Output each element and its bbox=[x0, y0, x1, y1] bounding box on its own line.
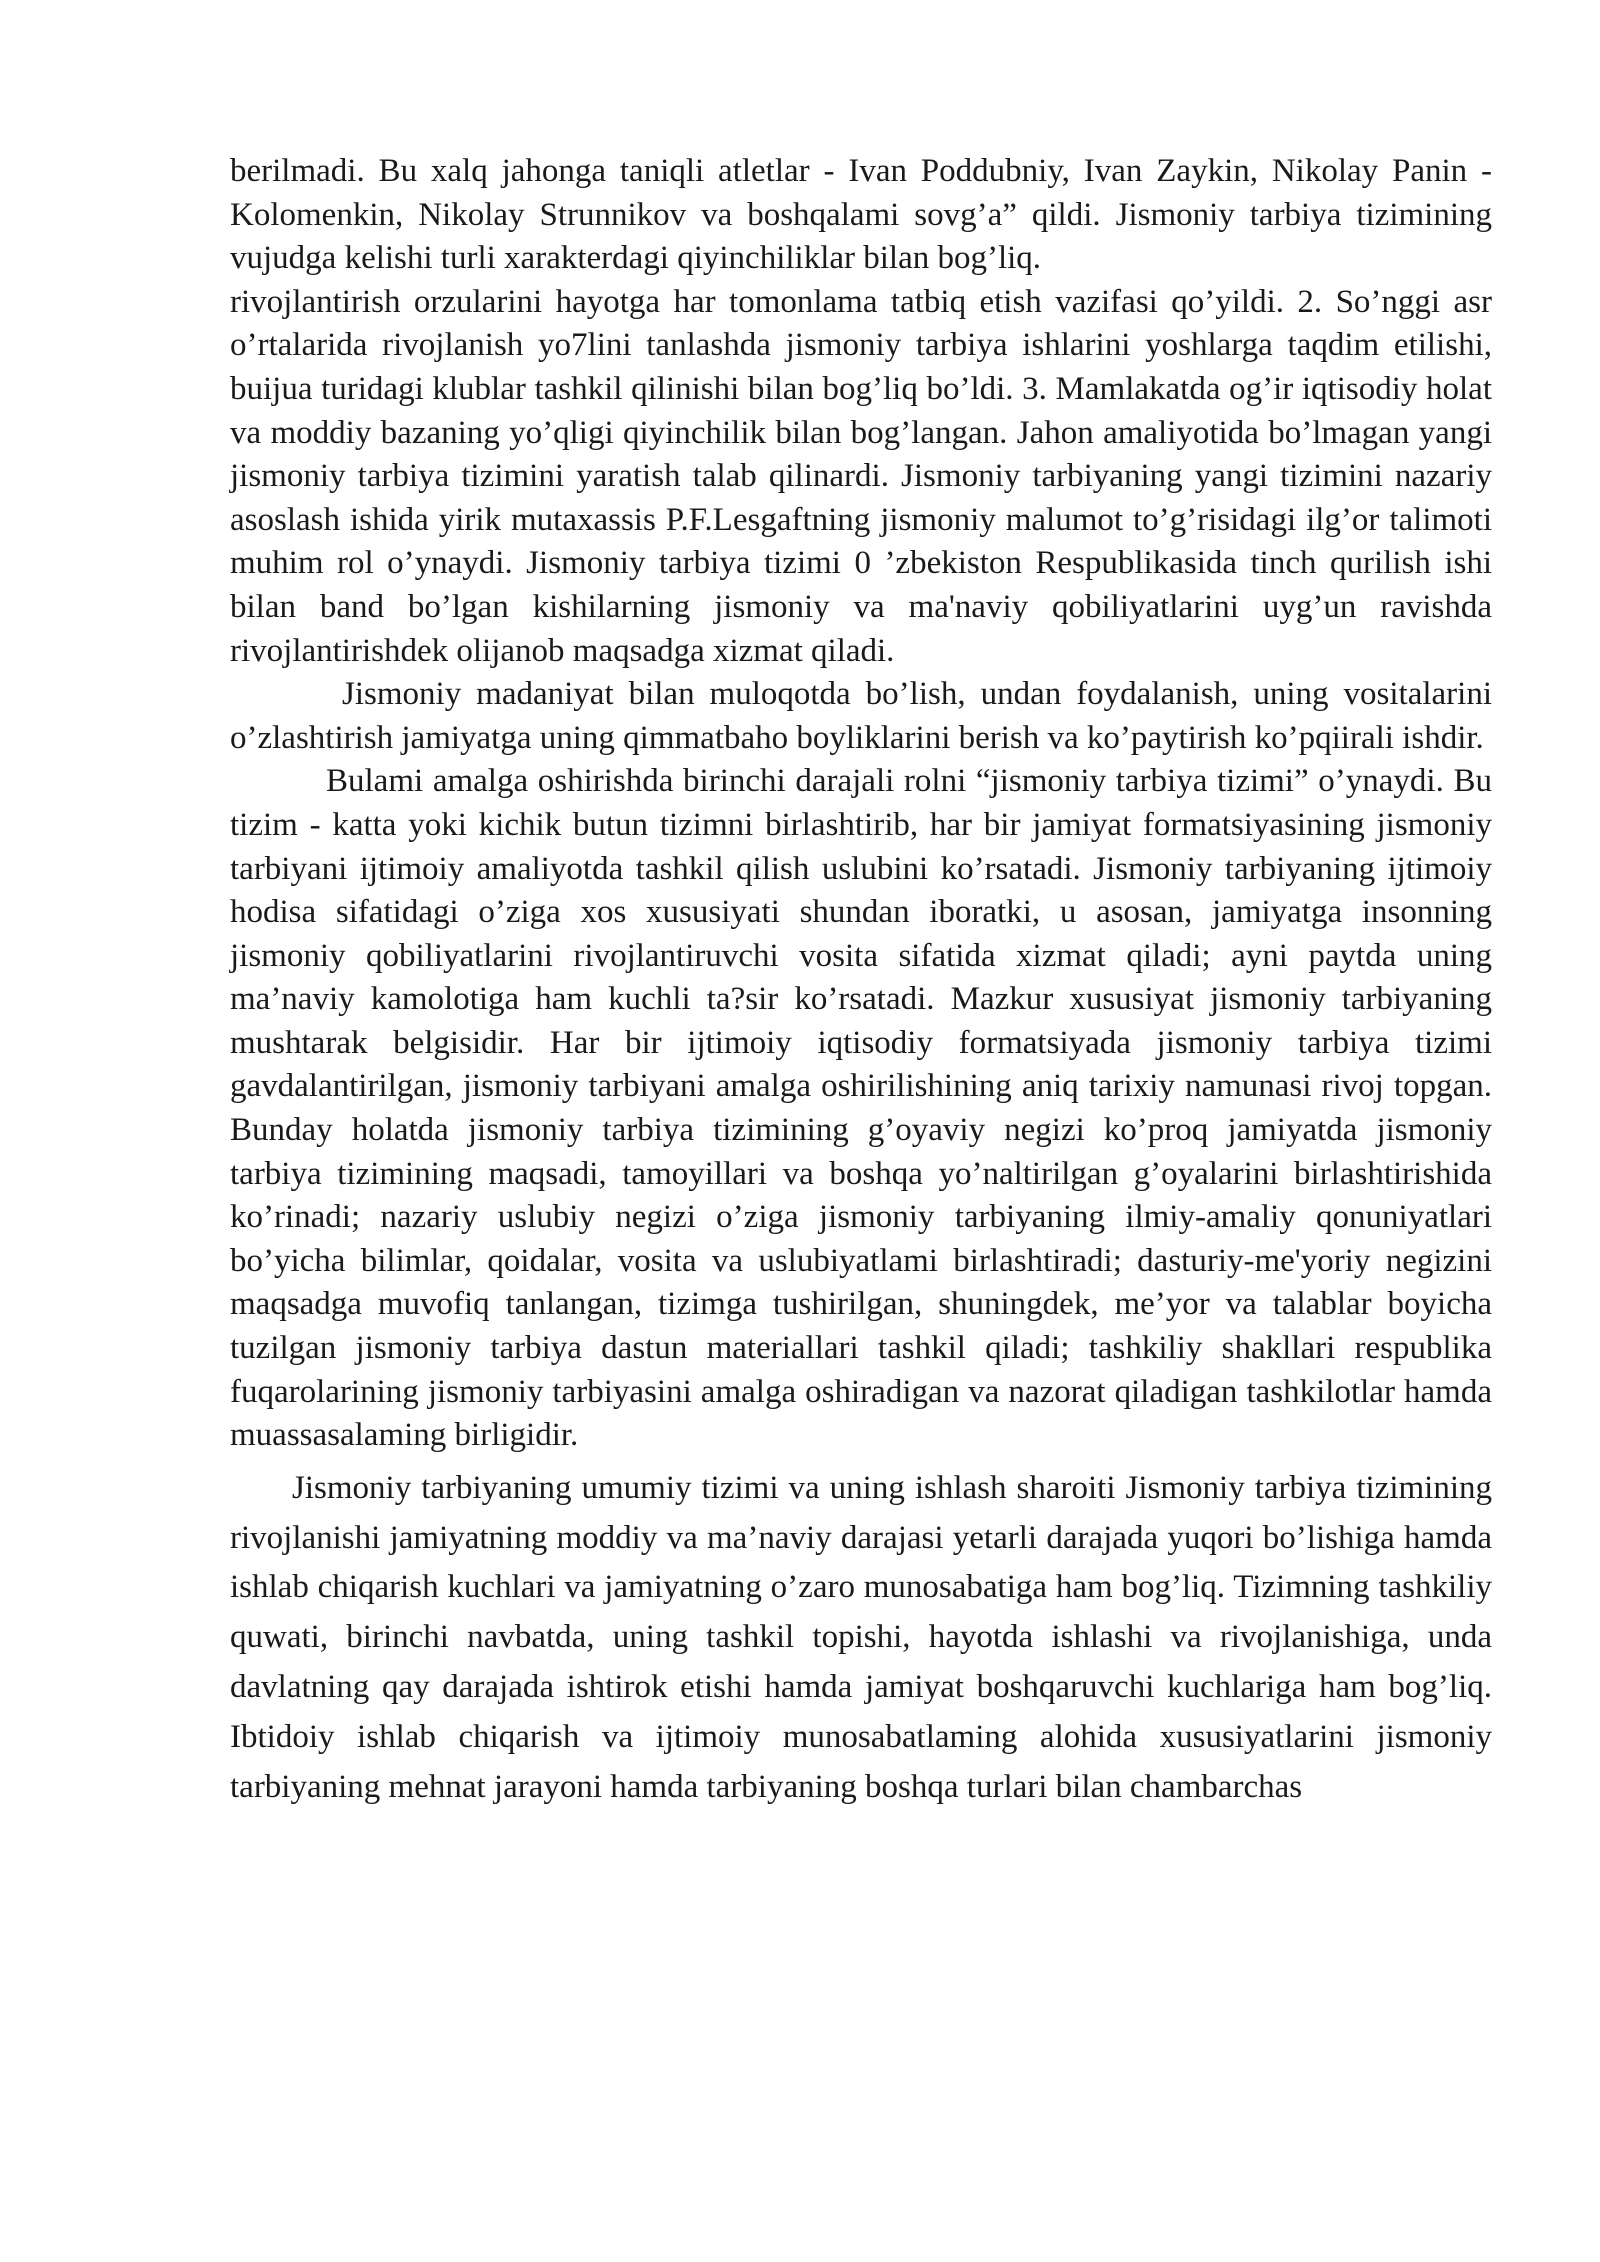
paragraph-2: rivojlantirish orzularini hayotga har tomonlama tatbiq etish vazifasi qo’yildi. 2. So’nggi asr o’rtalarida rivojlanish yo7lini tanlashda jismoniy tarbiya ishlarini yoshlarga taqdim etilishi, buijua turidagi klublar tashkil qilinishi bilan bog’liq bo’ldi. 3. Mamlakatda og’ir iqtisodiy holat va moddiy bazaning yo’qligi qiyinchilik bilan bog’langan. Jahon amaliyotida bo’lmagan yangi jismoniy tarbiya tizimini yaratish talab qilinardi. Jismoniy tarbiyaning yangi tizimini nazariy asoslash ishida yirik mutaxassis P.F.Lesgaftning jismoniy malumot to’g’risidagi ilg’or talimoti muhim rol o’ynaydi. Jismoniy tarbiya tizimi 0 ’zbekiston Respublikasida tinch qurilish ishi bilan band bo’lgan kishilarning jismoniy va ma'naviy qobiliyatlarini uyg’un ravishda rivojlantirishdek olijanob maqsadga xizmat qiladi. bbox=[230, 283, 1492, 669]
paragraph-1: berilmadi. Bu xalq jahonga taniqli atletlar - Ivan Poddubniy, Ivan Zaykin, Nikolay Panin -Kolomenkin, Nikolay Strunnikov va boshqalami sovg’a” qildi. Jismoniy tarbiya tizimining vujudga kelishi turli xarakterdagi qiyinchiliklar bilan bog’liq. bbox=[230, 153, 1492, 277]
paragraph-3: Jismoniy madaniyat bilan muloqotda bo’lish, undan foydalanish, uning vositalarini o’zlashtirish jamiyatga uning qimmatbaho boyliklarini berish va ko’paytirish ko’pqiirali ishdir. bbox=[230, 676, 1492, 756]
paragraph-4: Bulami amalga oshirishda birinchi darajali rolni “jismoniy tarbiya tizimi” o’ynaydi. Bu tizim - katta yoki kichik butun tizimni birlashtirib, har bir jamiyat formatsiyasining jismoniy tarbiyani ijtimoiy amaliyotda tashkil qilish uslubini ko’rsatadi. Jismoniy tarbiyaning ijtimoiy hodisa sifatidagi o’ziga xos xususiyati shundan iboratki, u asosan, jamiyatga insonning jismoniy qobiliyatlarini rivojlantiruvchi vosita sifatida xizmat qiladi; ayni paytda uning ma’naviy kamolotiga ham kuchli ta?sir ko’rsatadi. Mazkur xususiyat jismoniy tarbiyaning mushtarak belgisidir. Har bir ijtimoiy iqtisodiy formatsiyada jismoniy tarbiya tizimi gavdalantirilgan, jismoniy tarbiyani amalga oshirilishining aniq tarixiy namunasi rivoj topgan. Bunday holatda jismoniy tarbiya tizimining g’oyaviy negizi ko’proq jamiyatda jismoniy tarbiya tizimining maqsadi, tamoyillari va boshqa yo’naltirilgan g’oyalarini birlashtirishida ko’rinadi; nazariy uslubiy negizi o’ziga jismoniy tarbiyaning ilmiy-amaliy qonuniyatlari bo’yicha bilimlar, qoidalar, vosita va uslubiyatlami birlashtiradi; dasturiy-me'yoriy negizini maqsadga muvofiq tanlangan, tizimga tushirilgan, shuningdek, me’yor va talablar boyicha tuzilgan jismoniy tarbiya dastun materiallari tashkil qiladi; tashkiliy shakllari respublika fuqarolarining jismoniy tarbiyasini amalga oshiradigan va nazorat qiladigan tashkilotlar hamda muassasalaming birligidir. bbox=[230, 763, 1492, 1454]
paragraph-5: Jismoniy tarbiyaning umumiy tizimi va uning ishlash sharoiti Jismoniy tarbiya tizimining rivojlanishi jamiyatning moddiy va ma’naviy darajasi yetarli darajada yuqori bo’lishiga hamda ishlab chiqarish kuchlari va jamiyatning o’zaro munosabatiga ham bog’liq. Tizimning tashkiliy quwati, birinchi navbatda, uning tashkil topishi, hayotda ishlashi va rivojlanishiga, unda davlatning qay darajada ishtirok etishi hamda jamiyat boshqaruvchi kuchlariga ham bog’liq. Ibtidoiy ishlab chiqarish va ijtimoiy munosabatlaming alohida xususiyatlarini jismoniy tarbiyaning mehnat jarayoni hamda tarbiyaning boshqa turlari bilan chambarchas bbox=[230, 1469, 1492, 1805]
document-page bbox=[230, 150, 1492, 1812]
